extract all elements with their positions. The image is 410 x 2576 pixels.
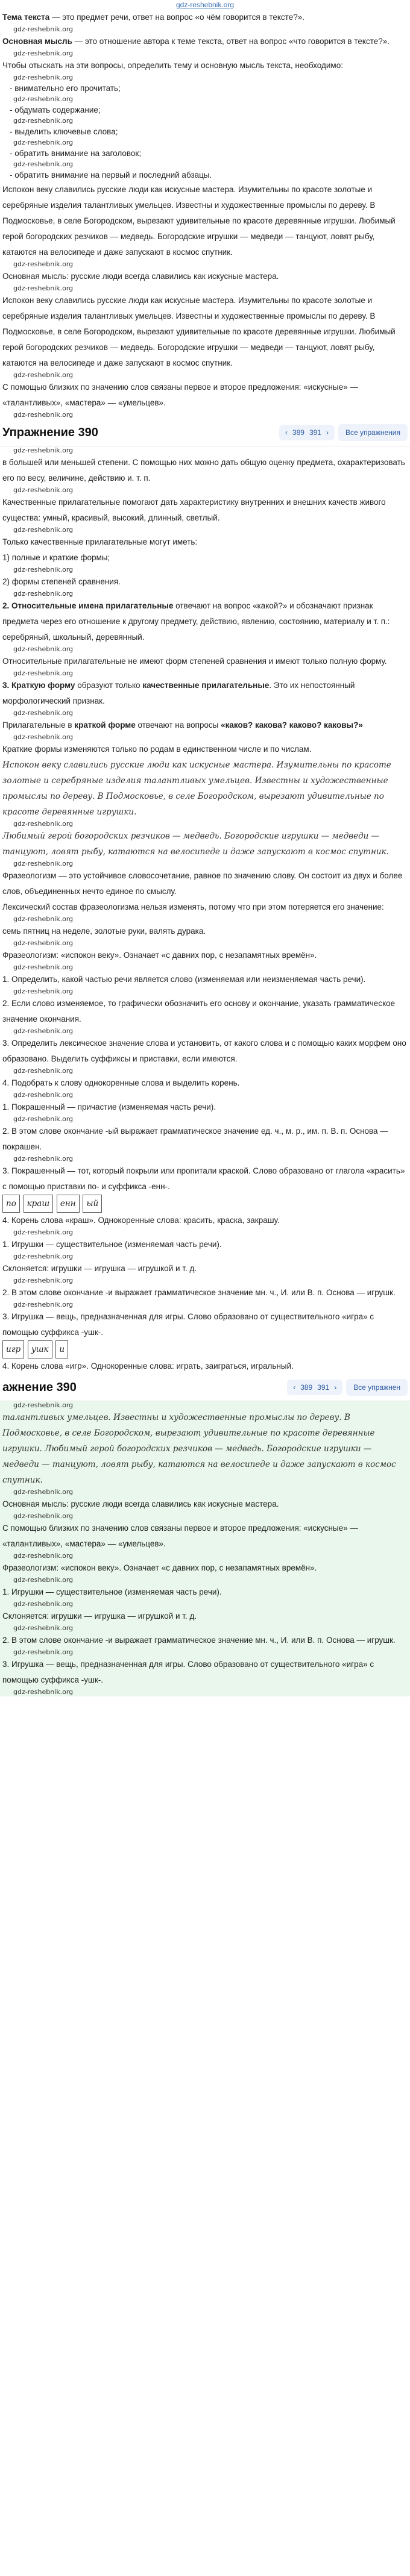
watermark: gdz-reshebnik.org (13, 486, 74, 494)
watermark: gdz-reshebnik.org (13, 1091, 74, 1099)
watermark: gdz-reshebnik.org (13, 590, 74, 598)
chevron-left-icon[interactable]: ‹ (285, 428, 288, 437)
morpheme-root: краш (24, 1195, 54, 1213)
list-item: - обратить внимание на заголовок; (10, 149, 142, 158)
watermark: gdz-reshebnik.org (13, 1512, 74, 1520)
watermark: gdz-reshebnik.org (13, 1228, 74, 1236)
list-item: - выделить ключевые слова; (10, 127, 118, 136)
morpheme-root: игр (2, 1340, 24, 1358)
morpheme-ending: и (55, 1340, 68, 1358)
handwritten-analysis: Испокон веку славились русские люди как искусные мастера. Изумительны по красоте золотые и серебряные изделия талантливых умельцев. Известны и художественные промыслы по дереву. В Подмосковье, в селе Богородском, вырезают удивительные по красоте деревянные игрушки. (2, 760, 391, 817)
watermark: gdz-reshebnik.org (13, 987, 74, 995)
next-exercise-link[interactable]: 391 (317, 1383, 330, 1392)
morpheme-scheme (0, 1340, 410, 1358)
answer-line: 2. В этом слове окончание -и выражает грамматическое значение мн. ч., И. или В. п. Основа — игрушк. (2, 1636, 396, 1645)
paragraph: 1) полные и краткие формы; (2, 553, 110, 562)
watermark: gdz-reshebnik.org (13, 25, 74, 33)
morpheme-scheme (0, 1195, 410, 1213)
paragraph: 2) формы степеней сравнения. (2, 577, 121, 586)
theory-section (0, 10, 410, 419)
exercise-title: ажнение 390 (2, 1380, 77, 1394)
intro-text: Чтобы отыскать на эти вопросы, определить тему и основную мысль текста, необходимо: (2, 61, 343, 70)
paragraph: Лексический состав фразеологизма нельзя изменять, потому что при этом потеряется его значение: (2, 902, 384, 911)
watermark: gdz-reshebnik.org (13, 260, 74, 268)
list-item: - обратить внимание на первый и последний абзацы. (10, 170, 212, 180)
watermark: gdz-reshebnik.org (13, 1027, 74, 1035)
task-step: 4. Подобрать к слову однокоренные слова и выделить корень. (2, 1078, 240, 1087)
handwritten-analysis: талантливых умельцев. Известны и художественные промыслы по дереву. В Подмосковье, в селе Богородском, вырезают удивительные по красоте деревянные игрушки. Любимый герой богородских резчиков — медведь. Богородские игрушки — медведи — танцуют, ловят рыбу, катаются на велосипеде и даже запускают в космос спутник. (2, 1413, 396, 1485)
watermark: gdz-reshebnik.org (13, 645, 74, 653)
paragraph: 2. Относительные имена прилагательные отвечают на вопрос «какой?» и обозначают признак предмета через его отношение к другому предмету, действию, явлению, состоянию, материалу и т. п.: серебряный, школьный, деревянный. (2, 601, 390, 642)
site-watermark[interactable]: gdz-reshebnik.org (175, 1, 235, 9)
task-step: 2. Если слово изменяемое, то графически обозначить его основу и окончание, указать грамматическое значение окончания. (2, 999, 396, 1024)
all-exercises-button[interactable]: Все упражнения (338, 424, 408, 441)
watermark: gdz-reshebnik.org (13, 709, 74, 717)
phraseologism: Фразеологизм: «испокон веку». Означает «с давних пор, с незапамятных времён». (2, 1563, 317, 1572)
watermark: gdz-reshebnik.org (13, 95, 74, 103)
watermark: gdz-reshebnik.org (13, 1401, 74, 1409)
answer-line: 2. В этом слове окончание -и выражает грамматическое значение мн. ч., И. или В. п. Основа — игрушк. (2, 1288, 396, 1297)
watermark: gdz-reshebnik.org (13, 1624, 74, 1632)
paragraph: семь пятниц на неделе, золотые руки, валять дурака. (2, 927, 206, 936)
watermark: gdz-reshebnik.org (13, 73, 74, 81)
nav-controls (279, 424, 408, 441)
paragraph: 3. Краткую форму образуют только качественные прилагательные. Это их непостоянный морфологический признак. (2, 681, 355, 705)
watermark: gdz-reshebnik.org (13, 963, 74, 971)
pagination (287, 1380, 342, 1395)
watermark: gdz-reshebnik.org (13, 1600, 74, 1608)
answer-line: 3. Игрушка — вещь, предназначенная для игры. Слово образовано от существительного «игра» с помощью суффикса -ушк-. (2, 1312, 374, 1337)
watermark: gdz-reshebnik.org (13, 669, 74, 677)
watermark: gdz-reshebnik.org (13, 1067, 74, 1075)
paragraph: Качественные прилагательные помогают дать характеристику внутренних и внешних качеств живого существа: умный, красивый, высокий, длинный, светлый. (2, 498, 386, 522)
all-exercises-button[interactable]: Все упражнен (346, 1379, 408, 1396)
answer-line: 4. Корень слова «игр». Однокоренные слова: играть, заиграться, игральный. (2, 1361, 294, 1371)
watermark: gdz-reshebnik.org (13, 1576, 74, 1584)
task-step: 1. Определить, какой частью речи является слово (изменяемая или неизменяемая часть речи). (2, 975, 366, 984)
watermark: gdz-reshebnik.org (13, 1648, 74, 1656)
watermark: gdz-reshebnik.org (13, 284, 74, 292)
paragraph: Краткие формы изменяются только по родам в единственном числе и по числам. (2, 745, 312, 754)
watermark: gdz-reshebnik.org (13, 139, 74, 146)
morpheme-prefix: по (2, 1195, 20, 1213)
answer-line: 2. В этом слове окончание -ый выражает грамматическое значение ед. ч., м. р., им. п. В. п. Основа — покрашен. (2, 1127, 388, 1151)
list-item: - внимательно его прочитать; (10, 84, 121, 93)
answer-line: 1. Игрушки — существительное (изменяемая часть речи). (2, 1240, 222, 1249)
steps-list (0, 82, 410, 182)
watermark: gdz-reshebnik.org (13, 1488, 74, 1496)
watermark: gdz-reshebnik.org (13, 411, 74, 419)
watermark: gdz-reshebnik.org (13, 1301, 74, 1308)
paragraph: Относительные прилагательные не имеют форм степеней сравнения и имеют только полную форму. (2, 657, 387, 666)
watermark: gdz-reshebnik.org (13, 939, 74, 947)
next-exercise-link[interactable]: 391 (309, 428, 321, 437)
list-item: - обдумать содержание; (10, 105, 101, 114)
morpheme-suffix: ушк (28, 1340, 52, 1358)
chevron-left-icon[interactable]: ‹ (293, 1383, 296, 1392)
related-words: С помощью близких по значению слов связаны первое и второе предложения: «искусные» — «талантливых», «мастера» — «умельцев». (2, 383, 358, 407)
exercise-nav-bar (0, 419, 410, 446)
nav-controls (287, 1379, 408, 1396)
paragraph: Прилагательные в краткой форме отвечают на вопросы «каков? какова? каково? каковы?» (2, 721, 363, 730)
related-words: С помощью близких по значению слов связаны первое и второе предложения: «искусные» — «талантливых», «мастера» — «умельцев». (2, 1524, 358, 1548)
answer-section (0, 455, 410, 1374)
exercise-text: Испокон веку славились русские люди как искусные мастера. Изумительны по красоте золотые и серебряные изделия талантливых умельцев. Известны и художественные промыслы по дереву. В Подмосковье, в селе Богородском, вырезают удивительные по красоте деревянные игрушки. Любимый герой богородских резчиков — медведь. Богородские игрушки — медведи — танцуют, ловят рыбу, катаются на велосипеде и даже запускают в космос спутник. (2, 185, 396, 257)
handwritten-analysis: Любимый герой богородских резчиков — медведь. Богородские игрушки — медведи — танцуют, ловят рыбу, катаются на велосипеде и даже запускают в космос спутник. (2, 831, 389, 857)
pagination (279, 425, 335, 440)
prev-exercise-link[interactable]: 389 (292, 428, 304, 437)
watermark: gdz-reshebnik.org (13, 1552, 74, 1560)
highlighted-answer (0, 1401, 410, 1696)
watermark: gdz-reshebnik.org (13, 446, 74, 454)
chevron-right-icon[interactable]: › (334, 1383, 337, 1392)
watermark: gdz-reshebnik.org (13, 820, 74, 828)
exercise-text-repeat: Испокон веку славились русские люди как искусные мастера. Изумительны по красоте золотые и серебряные изделия талантливых умельцев. Известны и художественные промыслы по дереву. В Подмосковье, в селе Богородском, вырезают удивительные по красоте деревянные игрушки. Любимый герой богородских резчиков — медведь. Богородские игрушки — медведи — танцуют, ловят рыбу, катаются на велосипеде и даже запускают в космос спутник. (2, 296, 396, 367)
answer-line: Склоняется: игрушки — игрушка — игрушкой и т. д. (2, 1264, 197, 1273)
watermark: gdz-reshebnik.org (13, 860, 74, 868)
watermark: gdz-reshebnik.org (13, 49, 74, 57)
paragraph: Фразеологизм: «испокон веку». Означает «с давних пор, с незапамятных времён». (2, 951, 317, 960)
watermark: gdz-reshebnik.org (13, 566, 74, 574)
morpheme-suffix: енн (57, 1195, 80, 1213)
watermark: gdz-reshebnik.org (13, 1155, 74, 1163)
answer-line: 1. Покрашенный — причастие (изменяемая часть речи). (2, 1102, 216, 1111)
watermark: gdz-reshebnik.org (13, 1115, 74, 1123)
watermark: gdz-reshebnik.org (13, 526, 74, 534)
watermark: gdz-reshebnik.org (13, 1252, 74, 1260)
main-thought: Основная мысль: русские люди всегда славились как искусные мастера. (2, 272, 279, 281)
watermark: gdz-reshebnik.org (13, 1688, 74, 1696)
answer-line: Склоняется: игрушки — игрушка — игрушкой и т. д. (2, 1612, 197, 1621)
watermark: gdz-reshebnik.org (13, 733, 74, 741)
topic-definition: Тема текста — это предмет речи, ответ на вопрос «о чём говорится в тексте?». (2, 13, 304, 22)
watermark: gdz-reshebnik.org (13, 371, 74, 379)
paragraph: Фразеологизм — это устойчивое словосочетание, равное по значению слову. Он состоит из двух и более слов, объединенных нечто единое по смыслу. (2, 871, 403, 896)
answer-line: 1. Игрушки — существительное (изменяемая часть речи). (2, 1587, 222, 1596)
answer-line: 3. Игрушка — вещь, предназначенная для игры. Слово образовано от существительного «игра» с помощью суффикса -ушк-. (2, 1660, 374, 1684)
watermark: gdz-reshebnik.org (13, 117, 74, 125)
answer-line: 4. Корень слова «краш». Однокоренные слова: красить, краска, закрашу. (2, 1216, 280, 1225)
chevron-right-icon[interactable]: › (326, 428, 329, 437)
answer-line: 3. Покрашенный — тот, который покрыли или пропитали краской. Слово образовано от глагола «красить» с помощью приставки по- и суффикса -енн-. (2, 1166, 405, 1191)
task-step: 3. Определить лексическое значение слова и установить, от какого слова и с помощью каких морфем оно образовано. Выделить суффиксы и приставки, если имеются. (2, 1039, 406, 1063)
prev-exercise-link[interactable]: 389 (300, 1383, 313, 1392)
watermark: gdz-reshebnik.org (13, 1277, 74, 1284)
exercise-nav-bar-sticky (0, 1374, 410, 1401)
main-thought: Основная мысль: русские люди всегда славились как искусные мастера. (2, 1499, 279, 1508)
paragraph: в большей или меньшей степени. С помощью них можно дать общую оценку предмета, охарактеризовать его по весу, величине, действию и. т. п. (2, 458, 405, 483)
paragraph: Только качественные прилагательные могут иметь: (2, 537, 198, 546)
main-thought-definition: Основная мысль — это отношение автора к теме текста, ответ на вопрос «что говорится в тексте?». (2, 37, 390, 46)
morpheme-ending: ый (83, 1195, 102, 1213)
exercise-title: Упражнение 390 (2, 425, 98, 439)
watermark: gdz-reshebnik.org (13, 160, 74, 168)
watermark: gdz-reshebnik.org (13, 915, 74, 923)
